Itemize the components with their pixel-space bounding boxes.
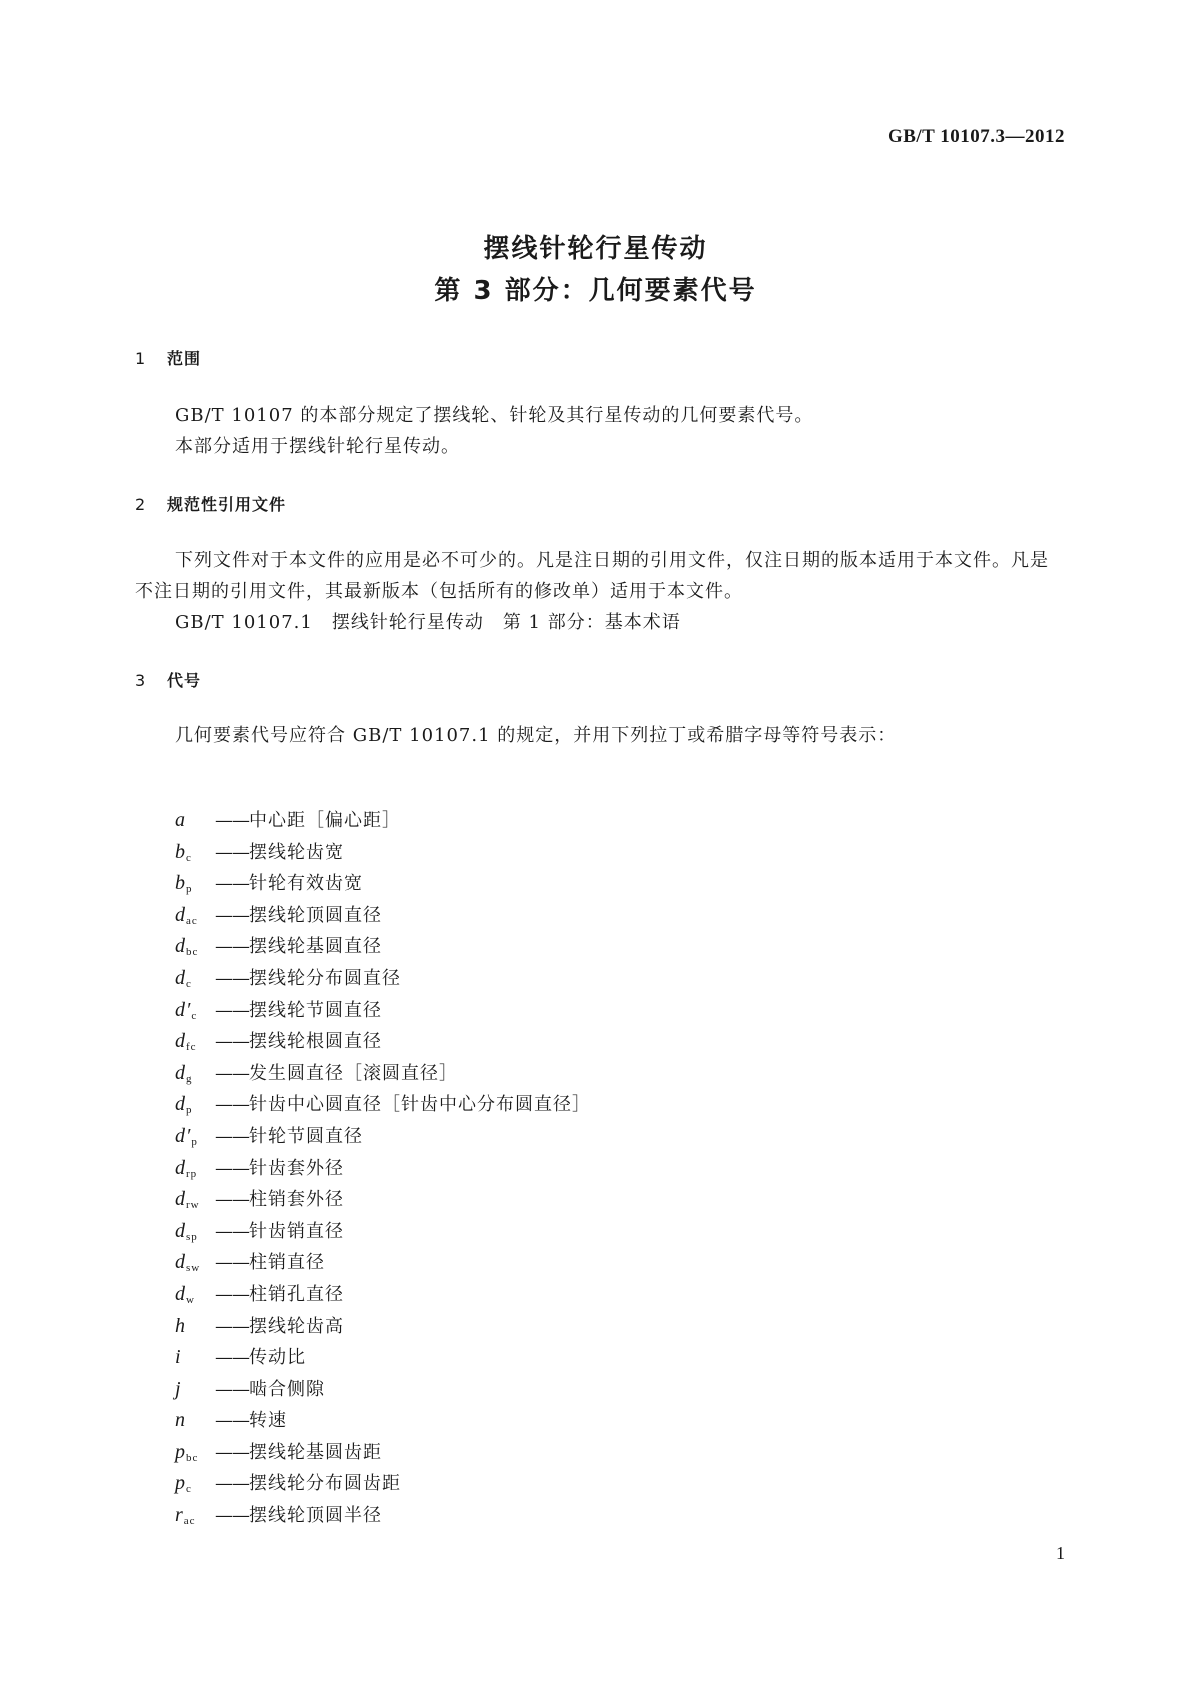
symbol-entry xyxy=(175,1501,591,1533)
em-dash: —— xyxy=(215,1220,249,1242)
symbol xyxy=(175,1472,215,1495)
paragraph: 下列文件对于本文件的应用是必不可少的。凡是注日期的引用文件，仅注日期的版本适用于本文件。凡是不注日期的引用文件，其最新版本（包括所有的修改单）适用于本文件。 xyxy=(135,550,1049,602)
symbol-entry xyxy=(175,1217,591,1249)
symbol-subscript: c xyxy=(191,1009,198,1022)
symbol-letter: d xyxy=(175,1188,186,1211)
symbol-letter: i xyxy=(175,1346,182,1369)
symbol xyxy=(175,1062,215,1085)
em-dash: —— xyxy=(215,1125,249,1147)
symbol-letter: a xyxy=(175,809,186,831)
symbol-letter: d xyxy=(175,1030,186,1053)
symbol-subscript: rw xyxy=(186,1199,200,1212)
symbol-letter: n xyxy=(175,1409,186,1432)
symbol-entry xyxy=(175,932,591,964)
symbol-subscript: p xyxy=(186,883,193,896)
symbol-prime: ′ xyxy=(186,998,192,1021)
em-dash: —— xyxy=(215,1189,249,1211)
symbol-letter: d xyxy=(175,903,186,926)
symbol-description: 针齿销直径 xyxy=(249,1220,344,1242)
em-dash: —— xyxy=(215,1283,249,1305)
symbol-subscript: c xyxy=(186,977,192,990)
symbol-description: 摆线轮根圆直径 xyxy=(249,1031,382,1053)
symbol-letter: p xyxy=(175,1440,186,1463)
symbol-letter: d xyxy=(175,1124,186,1147)
symbol xyxy=(175,872,215,895)
symbol-letter: b xyxy=(175,872,186,895)
em-dash: —— xyxy=(215,904,249,926)
symbol-letter: p xyxy=(175,1472,186,1495)
paragraph: 本部分适用于摆线针轮行星传动。 xyxy=(175,436,460,457)
symbol-entry xyxy=(175,1406,591,1438)
symbol-letter: r xyxy=(175,1504,184,1527)
symbol-entry xyxy=(175,1185,591,1217)
symbol-description: 摆线轮分布圆直径 xyxy=(249,967,401,989)
symbol-entry xyxy=(175,1090,591,1122)
symbol xyxy=(175,935,215,958)
title-line-1: 摆线针轮行星传动 xyxy=(483,234,708,264)
symbol-description: 摆线轮分布圆齿距 xyxy=(249,1473,401,1495)
symbol-description: 摆线轮顶圆半径 xyxy=(249,1505,382,1527)
symbol-description: 摆线轮节圆直径 xyxy=(249,999,382,1021)
symbol-letter: d xyxy=(175,998,186,1021)
em-dash: —— xyxy=(215,1347,249,1369)
symbol xyxy=(175,1441,215,1464)
symbol-description: 柱销直径 xyxy=(249,1252,325,1274)
standard-number: GB/T 10107.3—2012 xyxy=(887,126,1065,147)
symbol-description: 啮合侧隙 xyxy=(249,1378,325,1400)
section-number: 1 xyxy=(135,349,147,368)
em-dash: —— xyxy=(215,1441,249,1463)
symbol xyxy=(175,1093,215,1116)
symbol-subscript: c xyxy=(186,851,192,864)
symbol-entry xyxy=(175,1438,591,1470)
symbol-description: 发生圆直径［滚圆直径］ xyxy=(249,1062,458,1084)
symbol-description: 针齿中心圆直径［针齿中心分布圆直径］ xyxy=(249,1094,591,1116)
em-dash: —— xyxy=(215,841,249,863)
symbol-description: 针齿套外径 xyxy=(249,1157,344,1179)
symbol-subscript: p xyxy=(191,1135,198,1148)
symbol-description: 摆线轮顶圆直径 xyxy=(249,904,382,926)
symbol xyxy=(175,1283,215,1306)
symbol-description: 转速 xyxy=(249,1410,287,1432)
symbol xyxy=(175,1157,215,1180)
symbol-subscript: ac xyxy=(183,1515,196,1528)
symbol xyxy=(175,1251,215,1274)
symbol-description: 柱销套外径 xyxy=(249,1189,344,1211)
symbol-entry xyxy=(175,1248,591,1280)
section-3-heading xyxy=(135,668,201,691)
symbol-subscript: sw xyxy=(186,1262,201,1275)
symbol-description: 针轮节圆直径 xyxy=(249,1125,363,1147)
symbol-description: 中心距［偏心距］ xyxy=(249,810,401,831)
symbol xyxy=(175,999,215,1022)
em-dash: —— xyxy=(215,1157,249,1179)
em-dash: —— xyxy=(215,999,249,1021)
symbol-entry xyxy=(175,1059,591,1091)
title-line-2: 第 3 部分：几何要素代号 xyxy=(434,276,757,306)
paragraph: GB/T 10107 的本部分规定了摆线轮、针轮及其行星传动的几何要素代号。 xyxy=(175,405,814,426)
em-dash: —— xyxy=(215,1031,249,1053)
em-dash: —— xyxy=(215,1378,249,1400)
symbol-entry xyxy=(175,964,591,996)
symbol-subscript: ac xyxy=(186,914,198,927)
symbol-subscript: c xyxy=(186,1483,192,1496)
symbol xyxy=(175,904,215,927)
symbol-letter: d xyxy=(175,966,186,989)
symbol xyxy=(175,1220,215,1243)
symbol xyxy=(175,967,215,990)
symbol xyxy=(175,1315,215,1338)
symbol-entry xyxy=(175,901,591,933)
symbol-letter: j xyxy=(175,1377,182,1400)
symbol xyxy=(175,1378,215,1401)
section-title: 规范性引用文件 xyxy=(167,495,287,514)
symbol xyxy=(175,841,215,864)
symbol-description: 摆线轮齿宽 xyxy=(249,841,344,863)
symbol-subscript: g xyxy=(186,1072,193,1085)
paragraph: 几何要素代号应符合 GB/T 10107.1 的规定，并用下列拉丁或希腊字母等符号表示： xyxy=(175,725,897,746)
symbol-letter: d xyxy=(175,1061,186,1084)
symbol-entry xyxy=(175,1469,591,1501)
symbol-entry xyxy=(175,869,591,901)
em-dash: —— xyxy=(215,1473,249,1495)
symbol-subscript: fc xyxy=(186,1041,197,1054)
symbol-entry xyxy=(175,1343,591,1375)
symbol-description: 摆线轮基圆直径 xyxy=(249,936,382,958)
symbol-entry xyxy=(175,996,591,1028)
symbol-entry xyxy=(175,1027,591,1059)
symbol-letter: d xyxy=(175,935,186,958)
symbol-entry xyxy=(175,806,591,838)
section-1-heading xyxy=(135,346,201,369)
symbol-entry xyxy=(175,1122,591,1154)
symbol-entry xyxy=(175,1154,591,1186)
symbol-entry xyxy=(175,1312,591,1344)
symbol-letter: h xyxy=(175,1314,186,1337)
symbol-letter: d xyxy=(175,1219,186,1242)
document-title xyxy=(0,228,1191,312)
symbol xyxy=(175,1409,215,1432)
em-dash: —— xyxy=(215,967,249,989)
em-dash: —— xyxy=(215,1252,249,1274)
symbol-entry xyxy=(175,1375,591,1407)
symbol-letter: d xyxy=(175,1093,186,1116)
symbol xyxy=(175,1504,215,1527)
section-3-intro xyxy=(135,720,1055,751)
symbol xyxy=(175,1125,215,1148)
symbol xyxy=(175,809,215,832)
reference-entry: GB/T 10107.1 摆线针轮行星传动 第 1 部分：基本术语 xyxy=(175,612,681,633)
em-dash: —— xyxy=(215,1505,249,1527)
symbol-description: 摆线轮基圆齿距 xyxy=(249,1441,382,1463)
em-dash: —— xyxy=(215,810,249,831)
symbol-letter: d xyxy=(175,1251,186,1274)
section-2-heading xyxy=(135,492,286,515)
symbol-subscript: w xyxy=(186,1293,195,1306)
symbol-subscript: sp xyxy=(186,1230,198,1243)
em-dash: —— xyxy=(215,1062,249,1084)
symbol xyxy=(175,1030,215,1053)
section-number: 2 xyxy=(135,495,147,514)
em-dash: —— xyxy=(215,1410,249,1432)
symbol-description: 针轮有效齿宽 xyxy=(249,873,363,895)
symbol-letter: b xyxy=(175,840,186,863)
symbol-subscript: p xyxy=(186,1104,193,1117)
section-1-body xyxy=(135,400,1055,462)
symbol-letter: d xyxy=(175,1282,186,1305)
em-dash: —— xyxy=(215,1315,249,1337)
section-title: 代号 xyxy=(167,671,202,690)
symbol-subscript: bc xyxy=(186,946,199,959)
section-title: 范围 xyxy=(167,349,202,368)
symbol-description: 摆线轮齿高 xyxy=(249,1315,344,1337)
em-dash: —— xyxy=(215,873,249,895)
page-number: 1 xyxy=(1056,1543,1065,1563)
symbol-description: 柱销孔直径 xyxy=(249,1283,344,1305)
symbol xyxy=(175,1188,215,1211)
symbol-subscript: bc xyxy=(186,1451,199,1464)
symbol-letter: d xyxy=(175,1156,186,1179)
symbol-description: 传动比 xyxy=(249,1347,306,1369)
symbol-list xyxy=(175,806,591,1533)
section-2-body xyxy=(135,545,1055,638)
symbol-prime: ′ xyxy=(186,1124,192,1147)
symbol-entry xyxy=(175,838,591,870)
section-number: 3 xyxy=(135,671,147,690)
em-dash: —— xyxy=(215,1094,249,1116)
symbol xyxy=(175,1346,215,1369)
em-dash: —— xyxy=(215,936,249,958)
symbol-subscript: rp xyxy=(186,1167,198,1180)
symbol-entry xyxy=(175,1280,591,1312)
